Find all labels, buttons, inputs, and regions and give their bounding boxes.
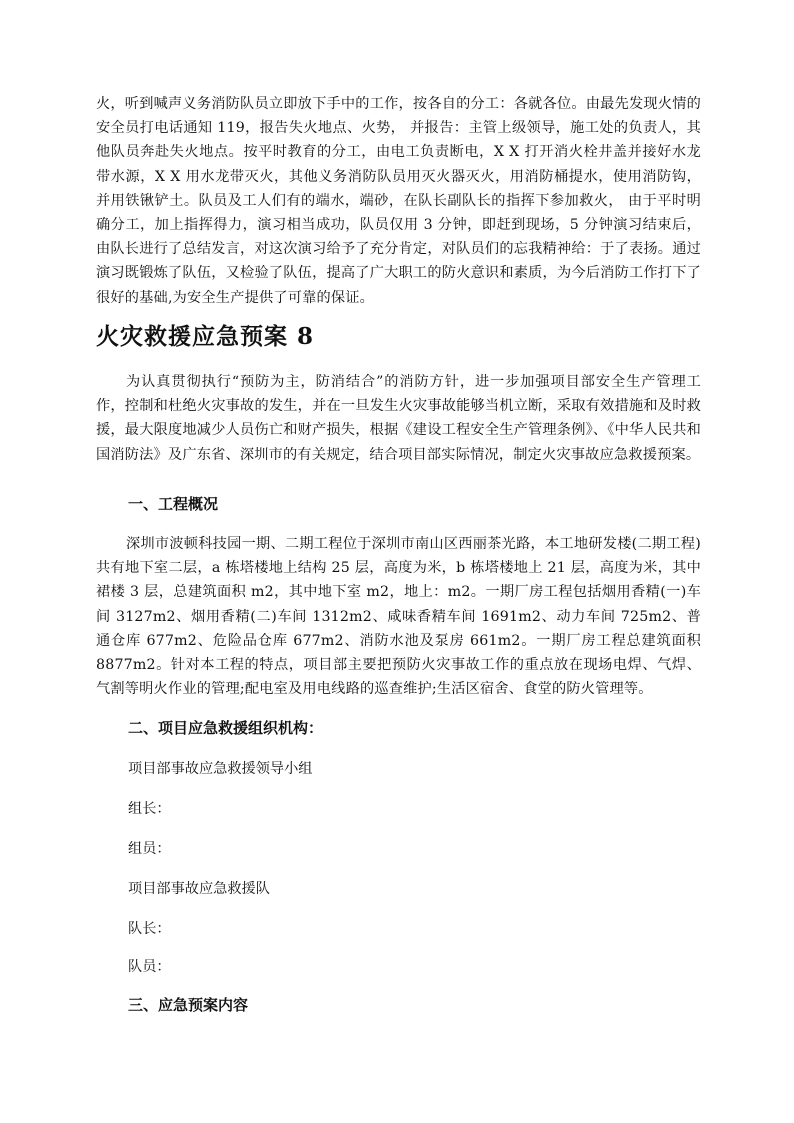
intro-paragraph: 为认真贯彻执行“预防为主，防消结合”的消防方针，进一步加强项目部安全生产管理工作，控制和杜绝火灾事故的发生，并在一旦发生火灾事故能够当机立断，采取有效措施和及时救援，最大限度地减少人员伤亡和财产损失，根据《建设工程安全生产管理条例》、《中华人民共和国消防法》及广东省、深圳市的有关规定，结合项目部实际情况，制定火灾事故应急救援预案。 — [96, 374, 701, 463]
org-line-group-members: 组员： — [128, 841, 171, 857]
section-title: 火灾救援应急预案 8 — [96, 323, 315, 350]
heading-plan-content: 三、应急预案内容 — [128, 996, 249, 1014]
project-paragraph: 深圳市波顿科技园一期、二期工程位于深圳市南山区西丽茶光路，本工地研发楼(二期工程)共有地下室二层，a 栋塔楼地上结构 25 层，高度为米，b 栋塔楼地上 21 层，高度为米，其中裙楼 3 层，总建筑面积 m2，其中地下室 m2，地上：m2。一期厂房工程包括烟用香精(一)车间 3127m2、烟用香精(二)车间 1312m2、咸味香精车间 1691m2、动力车间 725m2、普通仓库 677m2、危险品仓库 677m2、消防水池及泵房 661m2。一期厂房工程总建筑面积 8877m2。针对本工程的特点，项目部主要把预防火灾事故工作的重点放在现场电焊、气焊、气割等明火作业的管理;配电室及用电线路的巡查维护;生活区宿舍、食堂的防火管理等。 — [96, 536, 701, 698]
org-line-team-captain: 队长： — [128, 921, 171, 937]
continuation-paragraph: 火，听到喊声义务消防队员立即放下手中的工作，按各自的分工：各就各位。由最先发现火情的安全员打电话通知 119，报告失火地点、火势， 并报告：主管上级领导，施工处的负责人，其他队员奔赴失火地点。按平时教育的分工，由电工负责断电，X X 打开消火栓井盖并接好水龙带水源，X X 用水龙带灭火，其他义务消防队员用灭火器灭火，用消防桶提水，使用消防钩，并用铁锹铲土。队员及工人们有的端水，端砂，在队长副队长的指挥下参加救火， 由于平时明确分工，加上指挥得力，演习相当成功，队员仅用 3 分钟，即赶到现场，5 分钟演习结束后， 由队长进行了总结发言，对这次演习给予了充分肯定，对队员们的忘我精神给：于了表扬。通过演习既锻炼了队伍，又检验了队伍，提高了广大职工的防火意识和素质，为今后消防工作打下了很好的基础,为安全生产提供了可靠的保证。 — [96, 96, 701, 306]
org-line-leadership-group: 项目部事故应急救援领导小组 — [128, 761, 313, 777]
org-line-group-leader: 组长： — [128, 801, 171, 817]
heading-project-overview: 一、工程概况 — [128, 495, 219, 513]
org-line-rescue-team: 项目部事故应急救援队 — [128, 881, 270, 897]
heading-organization: 二、项目应急救援组织机构： — [128, 719, 324, 737]
org-line-team-members: 队员： — [128, 959, 171, 975]
